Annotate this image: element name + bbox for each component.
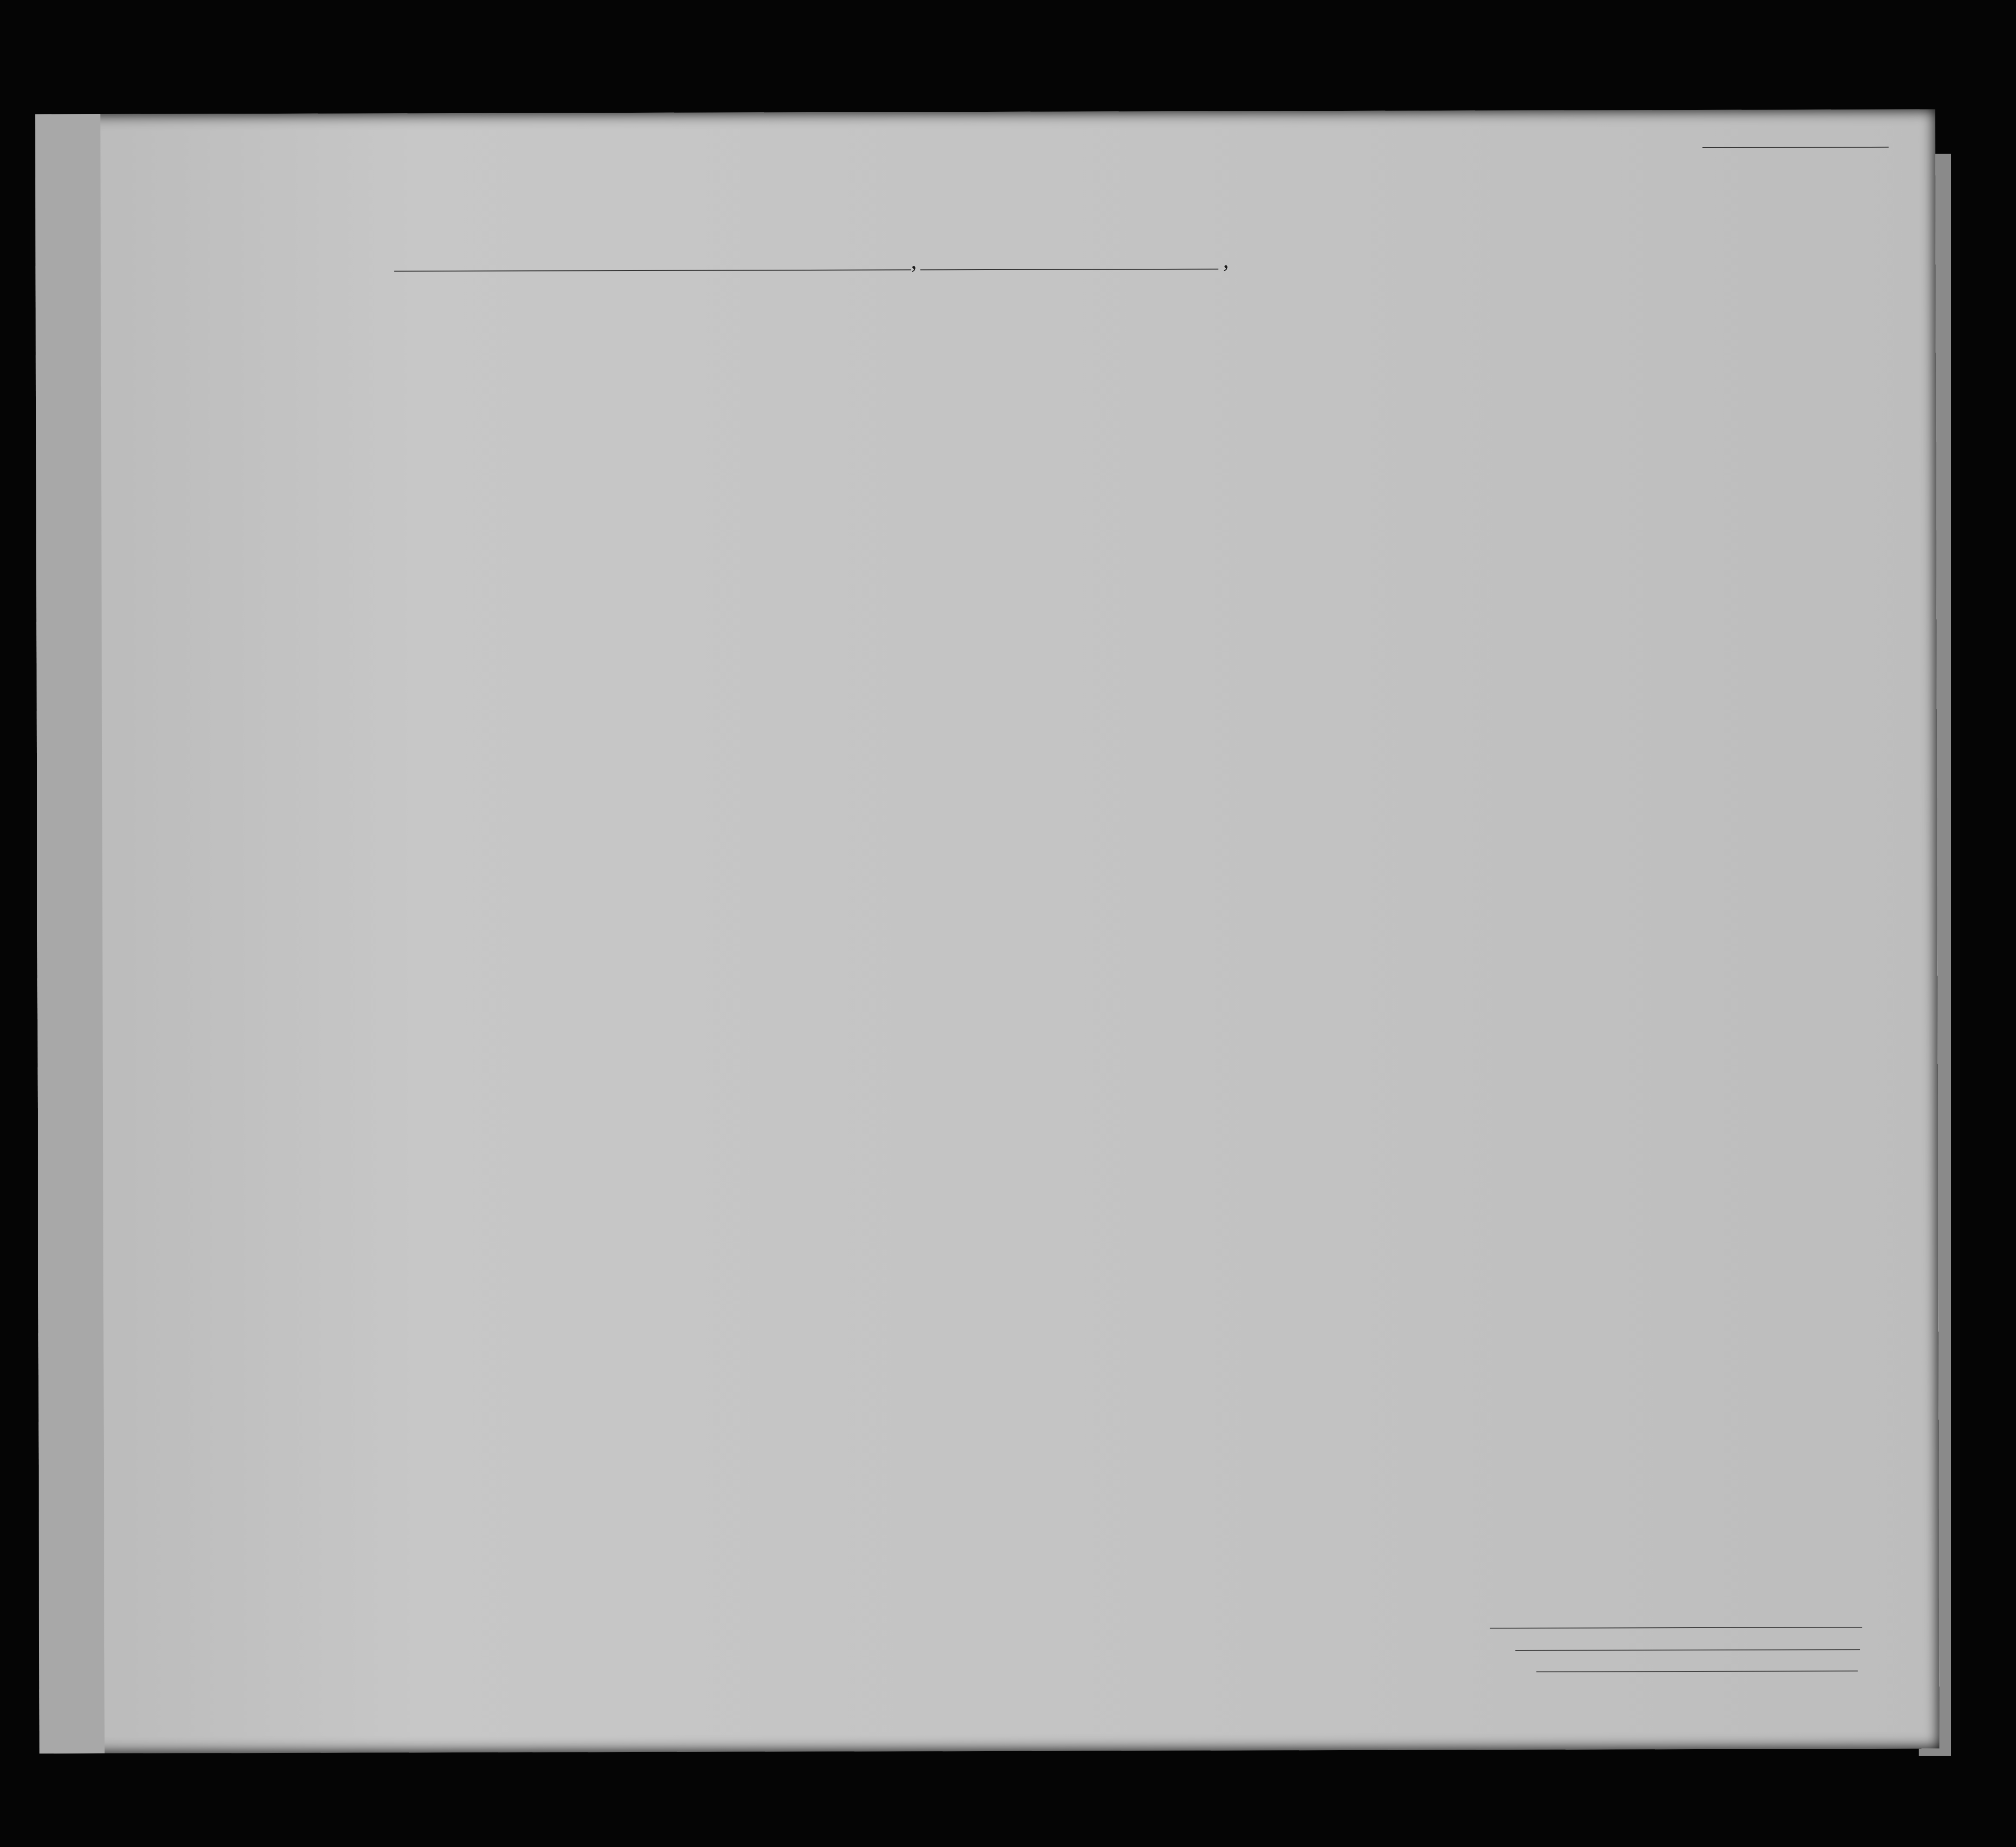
year-prefix: , xyxy=(1223,246,1229,273)
date-comma: , xyxy=(911,247,917,274)
manifest-sheet xyxy=(35,109,1939,1754)
manifest-grid xyxy=(35,109,1939,1754)
